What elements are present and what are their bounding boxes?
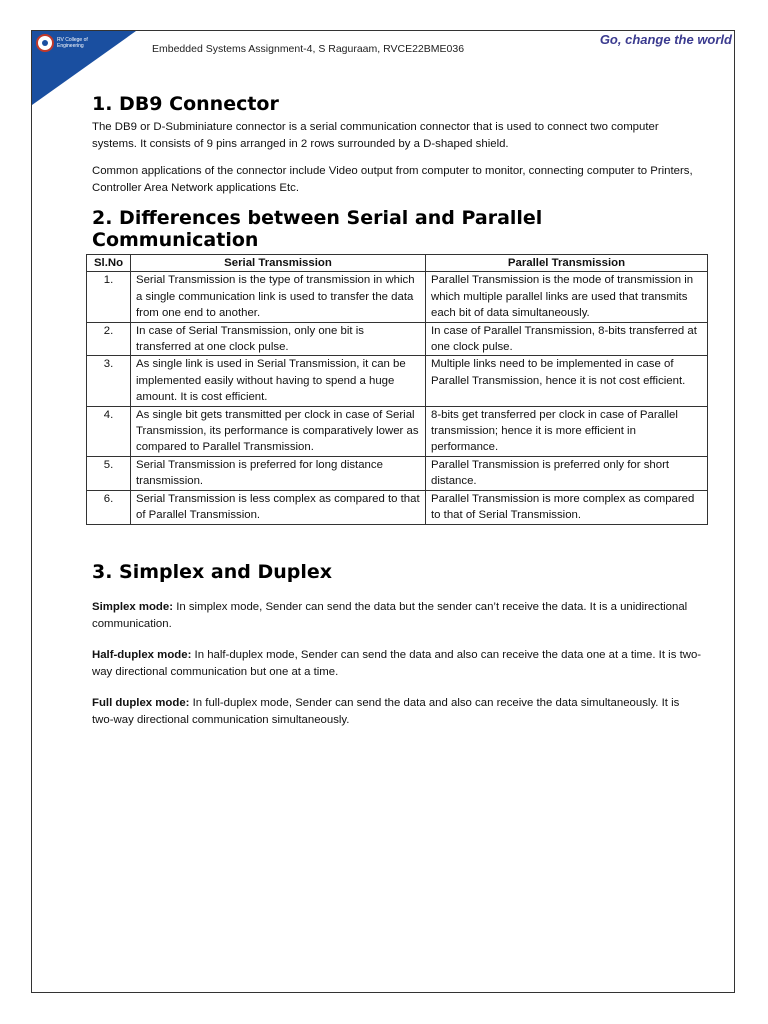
db9-paragraph-2: Common applications of the connector include Video output from computer to monitor, connecting computer to Printers, Controller Area Network applications Etc.: [92, 165, 693, 194]
cell-slno: 6.: [87, 490, 131, 524]
cell-serial: As single bit gets transmitted per clock in case of Serial Transmission, its performance is comparatively lower as compared to Parallel Transmission.: [131, 406, 426, 456]
cell-parallel: Parallel Transmission is the mode of transmission in which multiple parallel links are used that transmits each bit of data simultaneously.: [426, 272, 708, 322]
table-row: [87, 456, 708, 490]
simplex-paragraph: [92, 599, 702, 633]
heading-db9: 1. DB9 Connector: [92, 93, 279, 115]
db9-paragraph-1: The DB9 or D-Subminiature connector is a serial communication connector that is used to connect two computer systems. It consists of 9 pins arranged in 2 rows surrounded by a D-shaped shield.: [92, 121, 659, 150]
full-duplex-text: In full-duplex mode, Sender can send the data and also can receive the data simultaneously. It is two-way directional communication simultaneously.: [92, 696, 680, 726]
table-row: [87, 322, 708, 356]
table-row: [87, 406, 708, 456]
comparison-table: [86, 254, 708, 525]
simplex-text: In simplex mode, Sender can send the data but the sender can’t receive the data. It is a unidirectional communication.: [92, 600, 688, 630]
header-parallel: Parallel Transmission: [426, 255, 708, 272]
cell-slno: 5.: [87, 456, 131, 490]
cell-parallel: Parallel Transmission is preferred only for short distance.: [426, 456, 708, 490]
cell-parallel: Parallel Transmission is more complex as compared to that of Serial Transmission.: [426, 490, 708, 524]
table-row: [87, 490, 708, 524]
cell-parallel: 8-bits get transferred per clock in case of Parallel transmission; hence it is more efficient in performance.: [426, 406, 708, 456]
header-slno: Sl.No: [87, 255, 131, 272]
document-content: [92, 93, 702, 729]
cell-slno: 1.: [87, 272, 131, 322]
cell-slno: 4.: [87, 406, 131, 456]
tagline: Go, change the world: [599, 32, 732, 47]
cell-serial: In case of Serial Transmission, only one bit is transferred at one clock pulse.: [131, 322, 426, 356]
cell-slno: 2.: [87, 322, 131, 356]
cell-parallel: In case of Parallel Transmission, 8-bits transferred at one clock pulse.: [426, 322, 708, 356]
cell-parallel: Multiple links need to be implemented in case of Parallel Transmission, hence it is not cost efficient.: [426, 356, 708, 406]
cell-serial: Serial Transmission is preferred for long distance transmission.: [131, 456, 426, 490]
header-title: Embedded Systems Assignment-4, S Raguraam, RVCE22BME036: [152, 43, 465, 55]
heading-simplex-duplex: 3. Simplex and Duplex: [92, 560, 333, 583]
cell-serial: Serial Transmission is less complex as compared to that of Parallel Transmission.: [131, 490, 426, 524]
cell-serial: As single link is used in Serial Transmission, it can be implemented easily without having to spend a huge amount. It is cost efficient.: [131, 356, 426, 406]
college-seal-icon: [36, 34, 54, 52]
half-duplex-text: In half-duplex mode, Sender can send the data and also can receive the data one at a time. It is two-way directional communication but one at a time.: [92, 648, 702, 678]
logo-text: RV College of Engineering: [57, 37, 88, 49]
table-row: [87, 356, 708, 406]
table-header-row: [87, 255, 708, 272]
header-serial: Serial Transmission: [131, 255, 426, 272]
heading-differences: 2. Differences between Serial and Parallel Communication: [92, 207, 543, 251]
full-duplex-paragraph: [92, 695, 702, 729]
full-duplex-label: Full duplex mode:: [92, 696, 190, 709]
table-row: [87, 272, 708, 322]
simplex-label: Simplex mode:: [92, 600, 174, 613]
college-logo: [36, 34, 88, 52]
cell-serial: Serial Transmission is the type of transmission in which a single communication link is used to transfer the data from one end to another.: [131, 272, 426, 322]
half-duplex-paragraph: [92, 647, 702, 681]
cell-slno: 3.: [87, 356, 131, 406]
half-duplex-label: Half-duplex mode:: [92, 648, 192, 661]
